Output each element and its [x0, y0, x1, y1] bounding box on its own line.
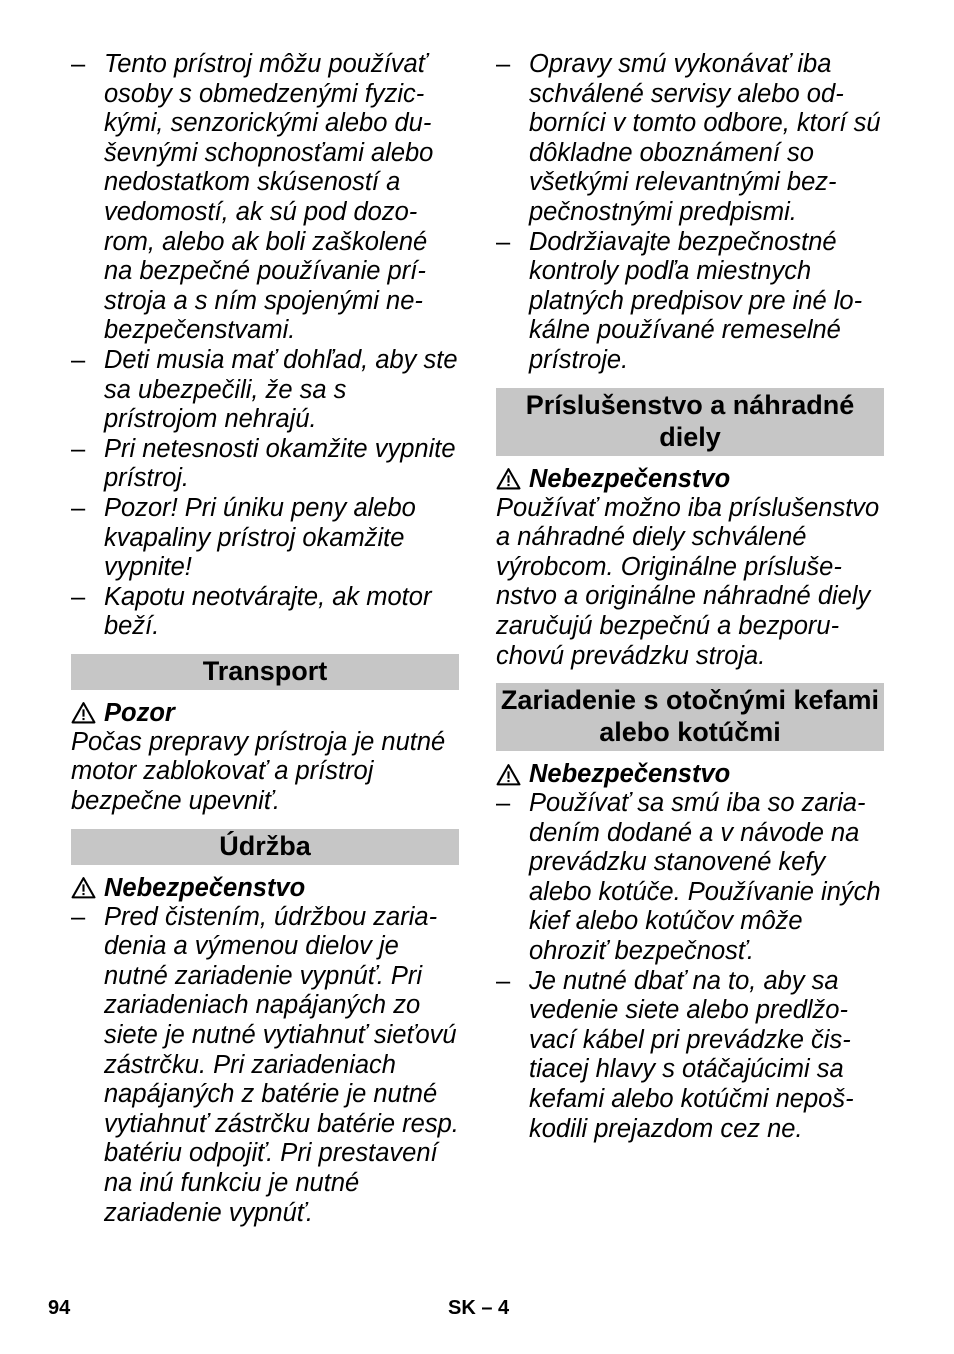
dash: – [496, 966, 511, 995]
warning-triangle-icon [71, 876, 96, 899]
list-item: – Opravy smú vykonávať iba schválené servisy alebo odborníci v tomto odbore, ktorí sú dôkladne oboznámení so všetkými relevantnými bezpečnostnými predpismi. [496, 50, 881, 226]
dash: – [71, 493, 86, 522]
dash: – [71, 582, 86, 611]
list-item: – Kapotu neotvárajte, ak motor beží. [71, 582, 432, 641]
list-item: – Pred čistením, údržbou zariadenia a výmenou dielov je nutné zariadenie vypnúť. Pri zariadeniach napájaných zo siete je nutné vytiahnuť sieťovú zástrčku. Pri zariadeniach napájaných z batérie je nutné vytiahnuť zástrčku batérie resp. batériu odpojiť. Pri prestavení na inú funkciu je nutné zariadenie vypnúť. [71, 902, 459, 1227]
list-item: – Tento prístroj môžu používať osoby s obmedzenými fyzickými, senzorickými alebo duševnými schopnosťami alebo nedostatkom skúseností a vedomostí, ak sú pod dozorom, alebo ak boli zaškolené na bezpečné používanie prístroja a s ním spojenými nebezpečenstvami. [71, 50, 434, 345]
list-item: – Deti musia mať dohľad, aby ste sa ubezpečili, že sa s prístrojom nehrajú. [71, 345, 458, 434]
list-item: – Pri netesnosti okamžite vypnite prístroj. [71, 434, 456, 493]
dash: – [71, 434, 86, 463]
list-item: – Pozor! Pri úniku peny alebo kvapaliny prístroj okamžite vypnite! [71, 493, 416, 582]
section-heading-brushes: Zariadenie s otočnými kefami alebo kotúčmi [496, 683, 884, 751]
right-column [496, 50, 884, 1144]
warning-label: Nebezpečenstvo [496, 464, 884, 494]
transport-text: Počas prepravy prístroja je nutné motor zablokovať a prístroj bezpečne upevniť. [71, 727, 446, 816]
warning-triangle-icon [496, 467, 521, 490]
warning-label: Nebezpečenstvo [71, 873, 459, 903]
warning-label: Pozor [71, 698, 459, 728]
dash: – [496, 227, 511, 256]
section-label: SK – 4 [448, 1297, 510, 1319]
dash: – [496, 789, 511, 818]
section-heading-maintenance: Údržba [71, 829, 459, 865]
left-column [71, 50, 459, 1228]
accessories-text: Používať možno iba príslušenstvo a náhradné diely schválené výrobcom. Originálne príslušenstvo a originálne náhradné diely zaručujú bezpečnú a bezporuchovú prevádzku stroja. [496, 493, 880, 670]
warning-label: Nebezpečenstvo [496, 759, 884, 789]
dash: – [71, 345, 86, 374]
dash: – [496, 50, 511, 78]
warning-triangle-icon [496, 763, 521, 786]
section-heading-transport: Transport [71, 654, 459, 690]
dash: – [71, 902, 86, 931]
section-heading-accessories: Príslušenstvo a náhradné diely [496, 388, 884, 456]
warning-triangle-icon [71, 701, 96, 724]
list-item: – Je nutné dbať na to, aby sa vedenie siete alebo predlžovací kábel pri prevádzke čistiacej hlavy s otáčajúcimi sa kefami alebo kotúčmi nepoškodili prejazdom cez ne. [496, 966, 854, 1143]
list-item: – Používať sa smú iba so zariadením dodané a v návode na prevádzku stanovené kefy alebo kotúče. Používanie iných kief alebo kotúčov môže ohroziť bezpečnosť. [496, 789, 881, 966]
dash: – [71, 50, 86, 78]
page-number: 94 [48, 1297, 71, 1319]
list-item: – Dodržiavajte bezpečnostné kontroly podľa miestnych platných predpisov pre iné lokálne používané remeselné prístroje. [496, 227, 863, 374]
